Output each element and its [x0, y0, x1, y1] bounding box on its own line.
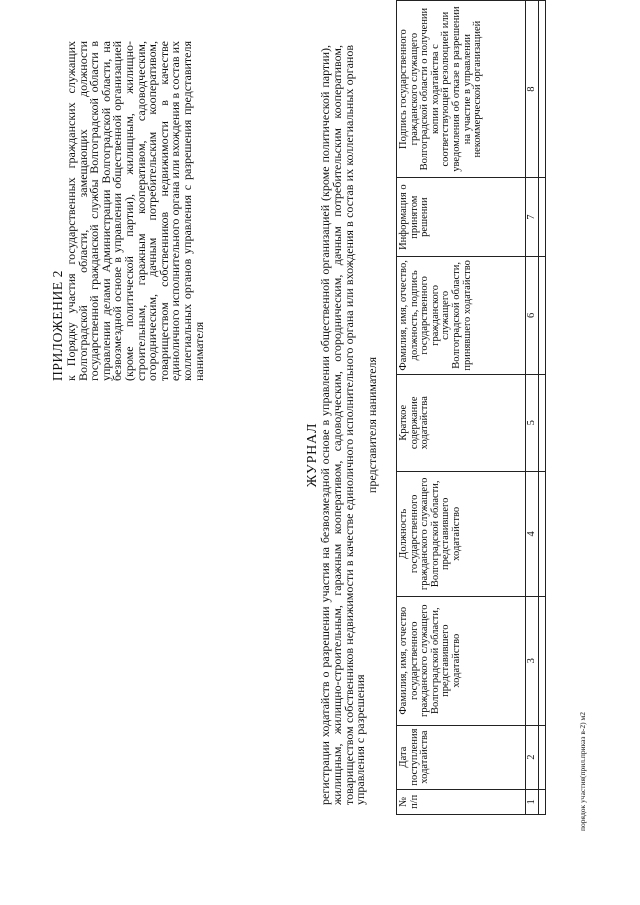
journal-table [396, 0, 546, 815]
empty-cell [539, 789, 546, 814]
journal-description [320, 45, 379, 805]
journal-description-body: регистрации ходатайств о разрешении участия на безвозмездной основе в управлении общественной организацией (кроме политической партии), жилищным, жилищно-строительным, гаражным кооперативом, садоводческим, огородническим, дачным потребительским кооперативом, товариществом собственников недвижимости в качестве единоличного исполнительного органа или вхождения в состав их коллегиальных органов управления с разрешения [318, 45, 368, 805]
column-number: 3 [526, 596, 539, 725]
column-number: 6 [526, 257, 539, 375]
table-number-row [526, 1, 539, 815]
empty-cell [539, 374, 546, 471]
empty-cell [539, 1, 546, 178]
table-header-row [397, 1, 526, 815]
empty-cell [539, 725, 546, 789]
header-cell: № п/п [397, 789, 526, 814]
header-cell: Краткое содержание ходатайства [397, 374, 526, 471]
header-cell: Подпись государственного гражданского служащего Волгоградской области о получении копии ходатайства с соответствующей резолюцией или уведомления об отказе в разрешении на участие в управлении некоммерческой организацией [397, 1, 526, 178]
empty-cell [539, 596, 546, 725]
header-cell: Фамилия, имя, отчество государственного гражданского служащего Волгоградской области, представившего ходатайство [397, 596, 526, 725]
header-cell: Информация о принятом решении [397, 178, 526, 257]
column-number: 8 [526, 1, 539, 178]
column-number: 7 [526, 178, 539, 257]
journal-description-tail: представителя нанимателя [365, 356, 380, 494]
header-cell: Фамилия, имя, отчество, должность, подпись государственного гражданского служащего Волгоградской области, принявшего ходатайство [397, 257, 526, 375]
header-cell: Должность государственного гражданского служащего Волгоградской области, представившего ходатайство [397, 471, 526, 596]
empty-cell [539, 471, 546, 596]
appendix-description: к Порядку участия государственных гражданских служащих Волгоградской области, замещающих должности государственной гражданской службы Волгоградской области в управлении делами Администрации Волгоградской области, на безвозмездной основе в управлении общественной организацией (кроме политической партии), жилищным, жилищно-строительным, гаражным кооперативом, садоводческим, огородническим, дачным потребительским кооперативом, товариществом собственников недвижимости в качестве единоличного исполнительного органа или вхождения в состав их коллегиальных органов управления с разрешения представителя нанимателя [64, 41, 206, 381]
column-number: 2 [526, 725, 539, 789]
empty-cell [539, 257, 546, 375]
column-number: 4 [526, 471, 539, 596]
table-empty-row [539, 1, 546, 815]
journal-title: ЖУРНАЛ [305, 422, 320, 488]
footer-note: порядок участия(прил.приказ в-2) м2 [578, 712, 587, 831]
empty-cell [539, 178, 546, 257]
column-number: 5 [526, 374, 539, 471]
column-number: 1 [526, 789, 539, 814]
header-cell: Дата поступления ходатайства [397, 725, 526, 789]
appendix-title: ПРИЛОЖЕНИЕ 2 [50, 270, 65, 381]
